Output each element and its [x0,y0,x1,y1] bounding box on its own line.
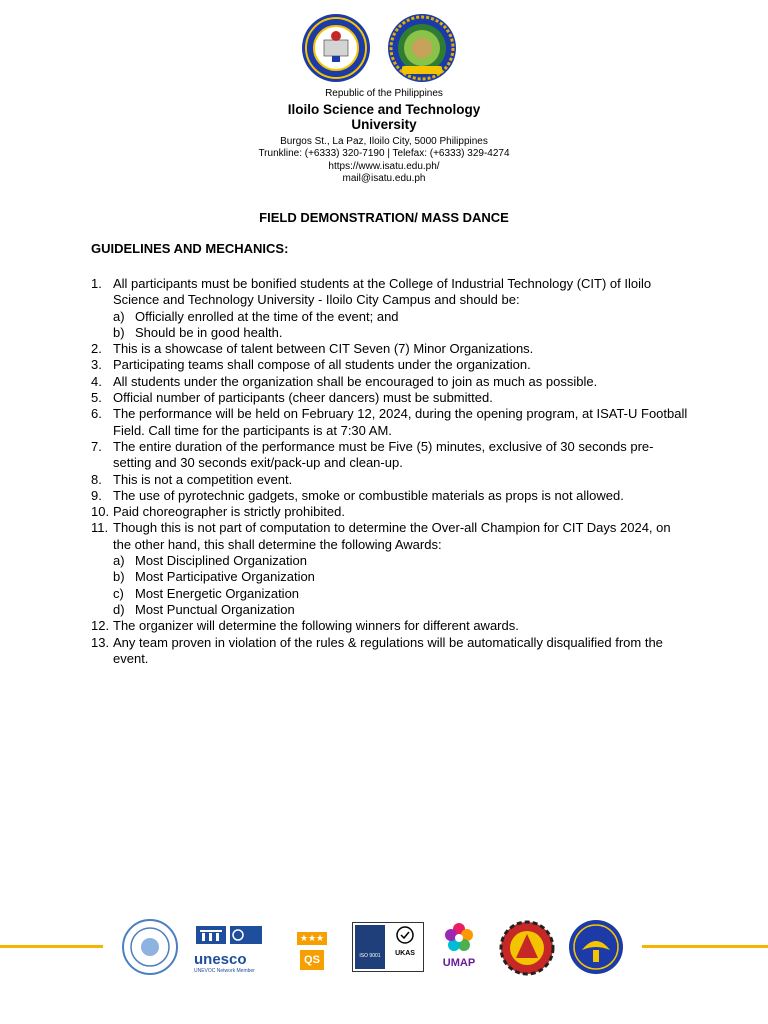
iso-label: ISO 9001 [359,953,381,959]
guideline-item [91,390,691,406]
guideline-sublist [113,553,691,618]
subitem-letter: b) [113,569,125,585]
subitem-text: Most Energetic Organization [135,585,300,601]
iso-block [355,925,385,969]
guideline-text: Official number of participants (cheer dancers) must be submitted. [113,390,493,406]
iso-ukas-logo [352,922,424,972]
aaccup-seal-icon [566,918,626,976]
phone-line: Trunkline: (+6333) 320-7190 | Telefax: (+6333) 329-4274 [258,148,510,159]
guideline-item [91,341,691,357]
university-name-line2: University [351,116,417,132]
guideline-text: All students under the organization shall be encouraged to join as much as possible. [113,373,598,389]
guideline-number: 1. [91,276,102,291]
guideline-number: 12. [91,618,110,634]
subitem-letter: a) [113,553,125,569]
document-title: FIELD DEMONSTRATION/ MASS DANCE [259,210,509,225]
cit-seal-icon [388,14,456,82]
header-logos [0,12,768,84]
crown-check-icon [395,925,415,945]
guideline-text: The performance will be held on February 12, 2024, during the opening program, at ISAT-U Football Field. Call time for the participants is at 7:30 AM. [113,406,688,438]
subitem-letter: d) [113,601,125,617]
letterhead [0,88,768,186]
guideline-sublist [113,309,691,342]
subitem-text: Most Punctual Organization [135,601,295,617]
guidelines-list [91,276,691,667]
guideline-number: 11. [91,520,109,536]
guideline-item [91,357,691,373]
university-seals [0,12,768,84]
umap-wordmark: UMAP [442,957,476,969]
guideline-item [91,472,691,488]
guideline-item [91,618,691,634]
guideline-number: 6. [91,406,102,422]
guideline-subitem [113,602,691,618]
guideline-item [91,520,691,618]
guideline-number: 9. [91,487,102,503]
guideline-item [91,439,691,472]
university-name-line1: Iloilo Science and Technology [287,101,481,117]
email-line: mail@isatu.edu.ph [342,173,426,184]
footer-left-accent-line [0,945,103,948]
unesco-caption: UNEVOC Network Member [194,968,255,974]
subitem-text: Most Disciplined Organization [135,553,307,569]
subitem-text: Should be in good health. [135,324,283,340]
subitem-letter: a) [113,308,125,324]
guideline-item [91,635,691,668]
guideline-item [91,276,691,341]
subitem-text: Officially enrolled at the time of the event; and [135,308,399,324]
guideline-item [91,406,691,439]
guideline-text: The use of pyrotechnic gadgets, smoke or combustible materials as props is not allowed. [113,487,624,503]
guideline-text: Paid choreographer is strictly prohibited. [113,504,345,520]
guideline-item [91,488,691,504]
qs-badge: QS [300,950,324,970]
guideline-text: The entire duration of the performance must be Five (5) minutes, exclusive of 30 seconds pre-setting and 30 seconds exit/pack-up and clean-up. [113,438,654,471]
subitem-text: Most Participative Organization [135,569,315,585]
guideline-text: All participants must be bonified students at the College of Industrial Technology (CIT) of Iloilo Science and Technology University - Iloilo City Campus and should be: [113,276,652,308]
seal-icon [121,918,179,976]
guideline-text: This is a showcase of talent between CIT Seven (7) Minor Organizations. [113,341,534,357]
guideline-number: 8. [91,471,102,487]
guideline-number: 7. [91,438,102,454]
guideline-number: 13. [91,634,110,650]
guideline-item [91,374,691,390]
unesco-wordmark: unesco [194,951,247,968]
guideline-number: 3. [91,357,102,373]
guideline-text: Though this is not part of computation to determine the Over-all Champion for CIT Days 2024, on the other hand, this shall determine the following Awards: [113,520,671,552]
guideline-number: 10. [91,504,110,520]
address-line: Burgos St., La Paz, Iloilo City, 5000 Philippines [280,135,488,147]
guideline-number: 2. [91,341,102,357]
guideline-text: Participating teams shall compose of all students under the organization. [113,357,531,373]
guideline-text: This is not a competition event. [113,471,293,487]
unesco-logo [194,924,266,974]
subitem-letter: b) [113,324,125,340]
guideline-subitem [113,553,691,569]
section-heading: GUIDELINES AND MECHANICS: [91,241,289,256]
subitem-letter: c) [113,585,124,601]
qs-stars-logo [290,922,334,974]
footer-right-accent-line [642,945,768,948]
guideline-subitem [113,325,691,341]
ukas-block [389,925,421,969]
website-line: https://www.isatu.edu.ph/ [328,160,440,172]
isatu-seal-icon [302,14,370,82]
gear-emblem-icon [497,918,557,976]
footer-logos [0,912,768,982]
country-line: Republic of the Philippines [325,88,443,99]
ukas-label: UKAS [395,950,415,957]
umap-flower-icon [444,922,474,952]
guideline-subitem [113,586,691,602]
qs-stars: ★★★ [297,932,327,945]
guideline-number: 4. [91,373,102,389]
guideline-number: 5. [91,390,102,406]
guideline-text: Any team proven in violation of the rules & regulations will be automatically disqualified from the event. [113,634,663,666]
unesco-emblem-icon [194,924,266,946]
guideline-subitem [113,569,691,585]
umap-logo [436,922,482,974]
guideline-text: The organizer will determine the following winners for different awards. [113,618,519,634]
guideline-item [91,504,691,520]
guideline-subitem [113,309,691,325]
